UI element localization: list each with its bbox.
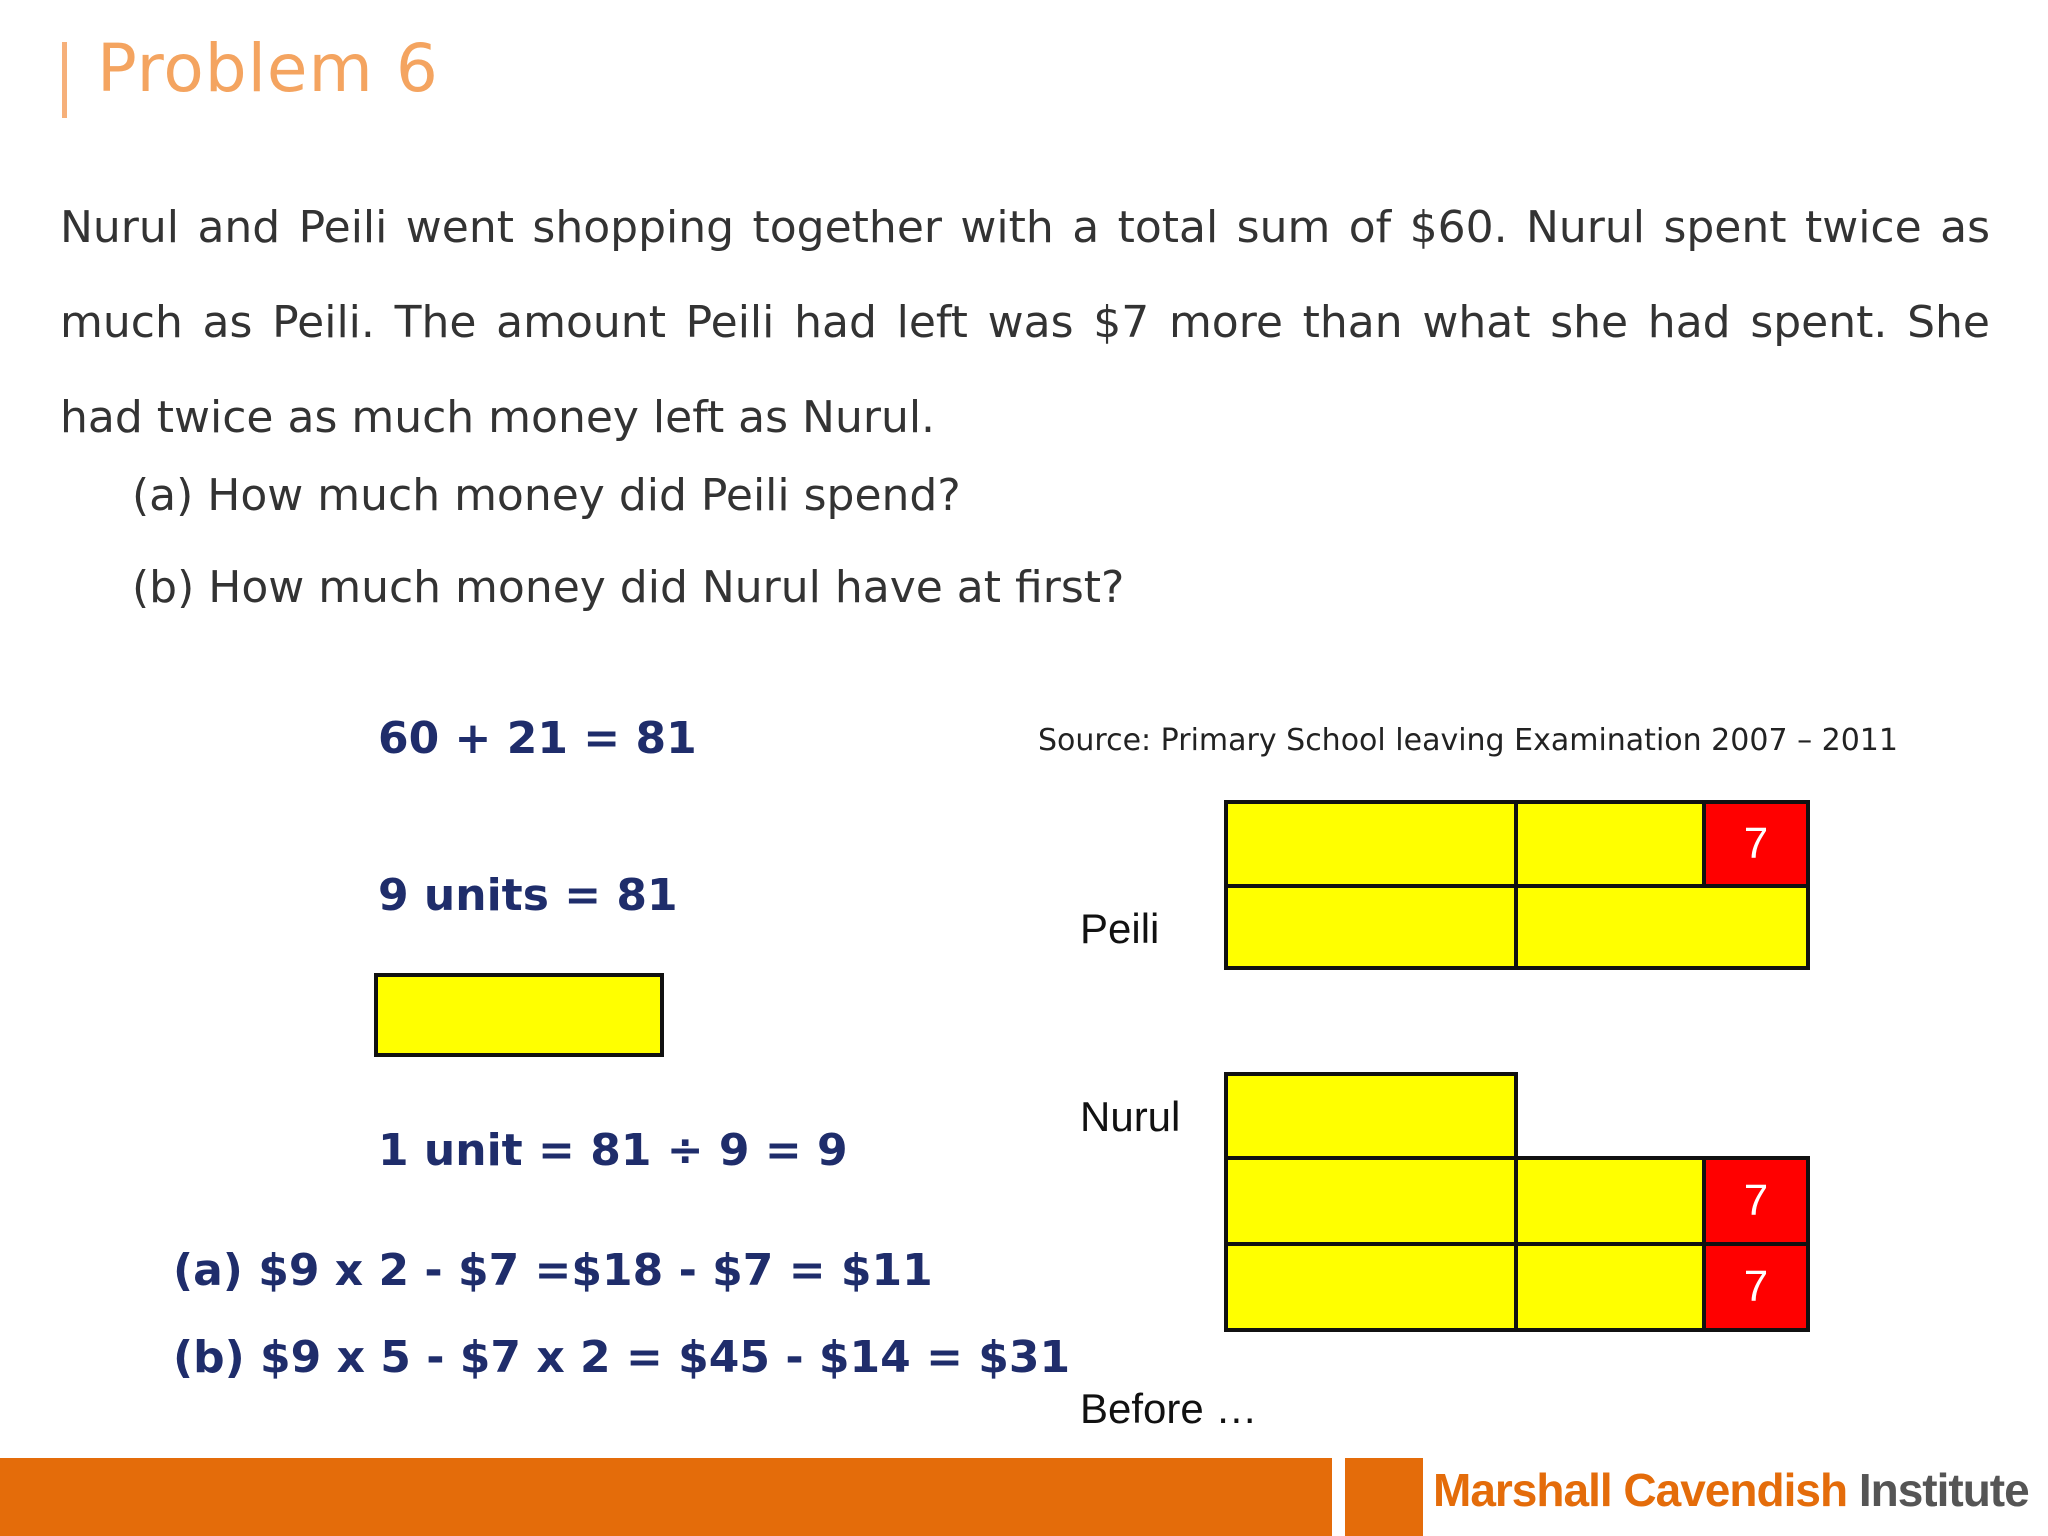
peili-extra-7: 7 — [1702, 800, 1810, 888]
problem-statement: Nurul and Peili went shopping together with a total sum of $60. Nurul spent twice as much as Peili. The amount Peili had left was $7 more than what she had spent. She had twice as much money left as Nurul. — [60, 202, 1990, 443]
nurul-unit — [1224, 1242, 1518, 1332]
question-a: (a) How much money did Peili spend? — [132, 470, 961, 521]
brand-suffix: Institute — [1858, 1464, 2029, 1516]
answer-a: (a) $9 x 2 - $7 =$18 - $7 = $11 — [173, 1245, 933, 1296]
slide-title: Problem 6 — [97, 30, 439, 107]
nurul-unit-part — [1514, 1242, 1706, 1332]
peili-unit-part — [1514, 800, 1706, 888]
nurul-unit — [1224, 1156, 1518, 1246]
footer-logo-block — [1345, 1458, 1423, 1536]
source-citation: Source: Primary School leaving Examination 2007 – 2011 — [1038, 723, 1898, 758]
working-step-3: 1 unit = 81 ÷ 9 = 9 — [378, 1125, 848, 1176]
title-accent-bar — [62, 42, 67, 118]
unit-box — [374, 973, 664, 1057]
peili-unit — [1514, 884, 1810, 970]
footer-bar — [0, 1458, 1332, 1536]
brand-name: Marshall Cavendish — [1433, 1464, 1848, 1516]
nurul-extra-7: 7 — [1702, 1156, 1810, 1246]
nurul-unit — [1224, 1072, 1518, 1160]
working-step-2: 9 units = 81 — [378, 870, 678, 921]
nurul-unit-part — [1514, 1156, 1706, 1246]
nurul-extra-7: 7 — [1702, 1242, 1810, 1332]
working-step-1: 60 + 21 = 81 — [378, 713, 697, 764]
answer-b: (b) $9 x 5 - $7 x 2 = $45 - $14 = $31 — [173, 1332, 1071, 1383]
brand-logo — [1433, 1463, 2029, 1517]
peili-unit — [1224, 800, 1518, 888]
nurul-label: Nurul — [1080, 1093, 1181, 1140]
peili-label: Peili — [1080, 905, 1160, 952]
peili-unit — [1224, 884, 1518, 970]
question-b: (b) How much money did Nurul have at first? — [132, 562, 1125, 613]
before-label: Before … — [1080, 1385, 1258, 1432]
